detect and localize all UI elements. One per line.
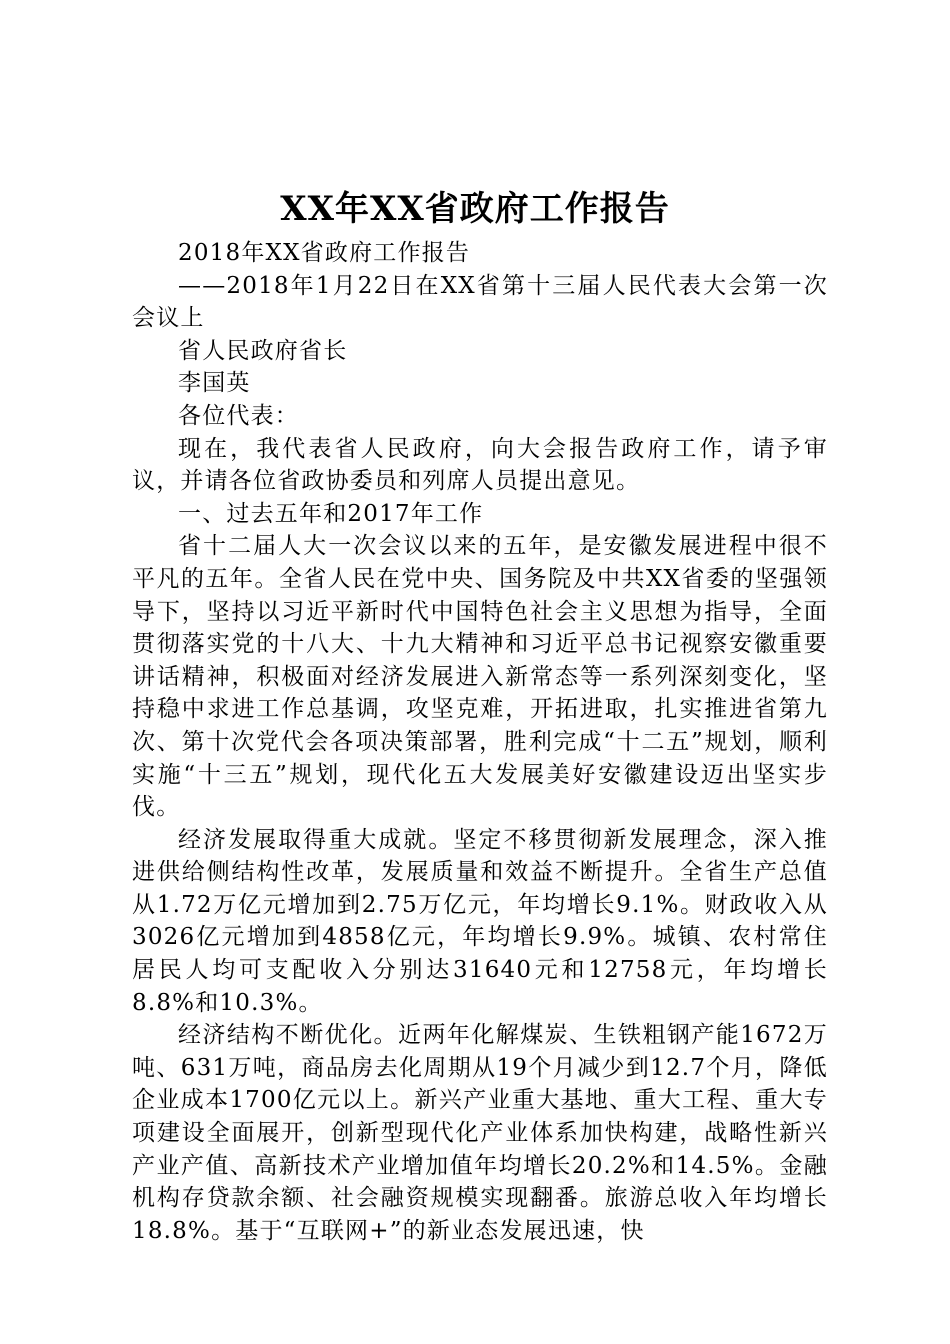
paragraph-report-heading: 2018年XX省政府工作报告 [178,240,471,266]
paragraph-intro: 现在，我代表省人民政府，向大会报告政府工作，请予审议，并请各位省政协委员和列席人员提出意见。 [132,435,828,495]
paragraph-economic-structure: 经济结构不断优化。近两年化解煤炭、生铁粗钢产能1672万吨、631万吨，商品房去化周期从19个月减少到12.7个月，降低企业成本1700亿元以上。新兴产业重大基地、重大工程、重大专项建设全面展开，创新型现代化产业体系加快构建，战略性新兴产业产值、高新技术产业增加值年均增长20.2%和14.5%。金融机构存贷款余额、社会融资规模实现翻番。旅游总收入年均增长18.8%。基于“互联网+”的新业态发展迅速，快 [132,1022,828,1244]
paragraph-salutation: 各位代表： [178,402,299,429]
paragraph-speaker-name: 李国英 [178,370,251,397]
paragraph-economic-achievements: 经济发展取得重大成就。坚定不移贯彻新发展理念，深入推进供给侧结构性改革，发展质量和效益不断提升。全省生产总值从1.72万亿元增加到2.75万亿元，年均增长9.1%。财政收入从3026亿元增加到4858亿元，年均增长9.9%。城镇、农村常住居民人均可支配收入分别达31640元和12758元，年均增长8.8%和10.3%。 [132,826,828,1016]
document-body [132,237,828,1247]
paragraph-section-heading: 一、过去五年和2017年工作 [178,500,484,527]
paragraph-speaker-title: 省人民政府省长 [178,337,348,364]
paragraph-five-years: 省十二届人大一次会议以来的五年，是安徽发展进程中很不平凡的五年。全省人民在党中央、国务院及中共XX省委的坚强领导下，坚持以习近平新时代中国特色社会主义思想为指导，全面贯彻落实党的十八大、十九大精神和习近平总书记视察安徽重要讲话精神，积极面对经济发展进入新常态等一系列深刻变化，坚持稳中求进工作总基调，攻坚克难，开拓进取，扎实推进省第九次、第十次党代会各项决策部署，胜利完成“十二五”规划，顺利实施“十三五”规划，现代化五大发展美好安徽建设迈出坚实步伐。 [132,533,828,821]
paragraph-meeting-info: ——2018年1月22日在XX省第十三届人民代表大会第一次会议上 [132,272,828,332]
document-title: XX年XX省政府工作报告 [280,189,670,229]
